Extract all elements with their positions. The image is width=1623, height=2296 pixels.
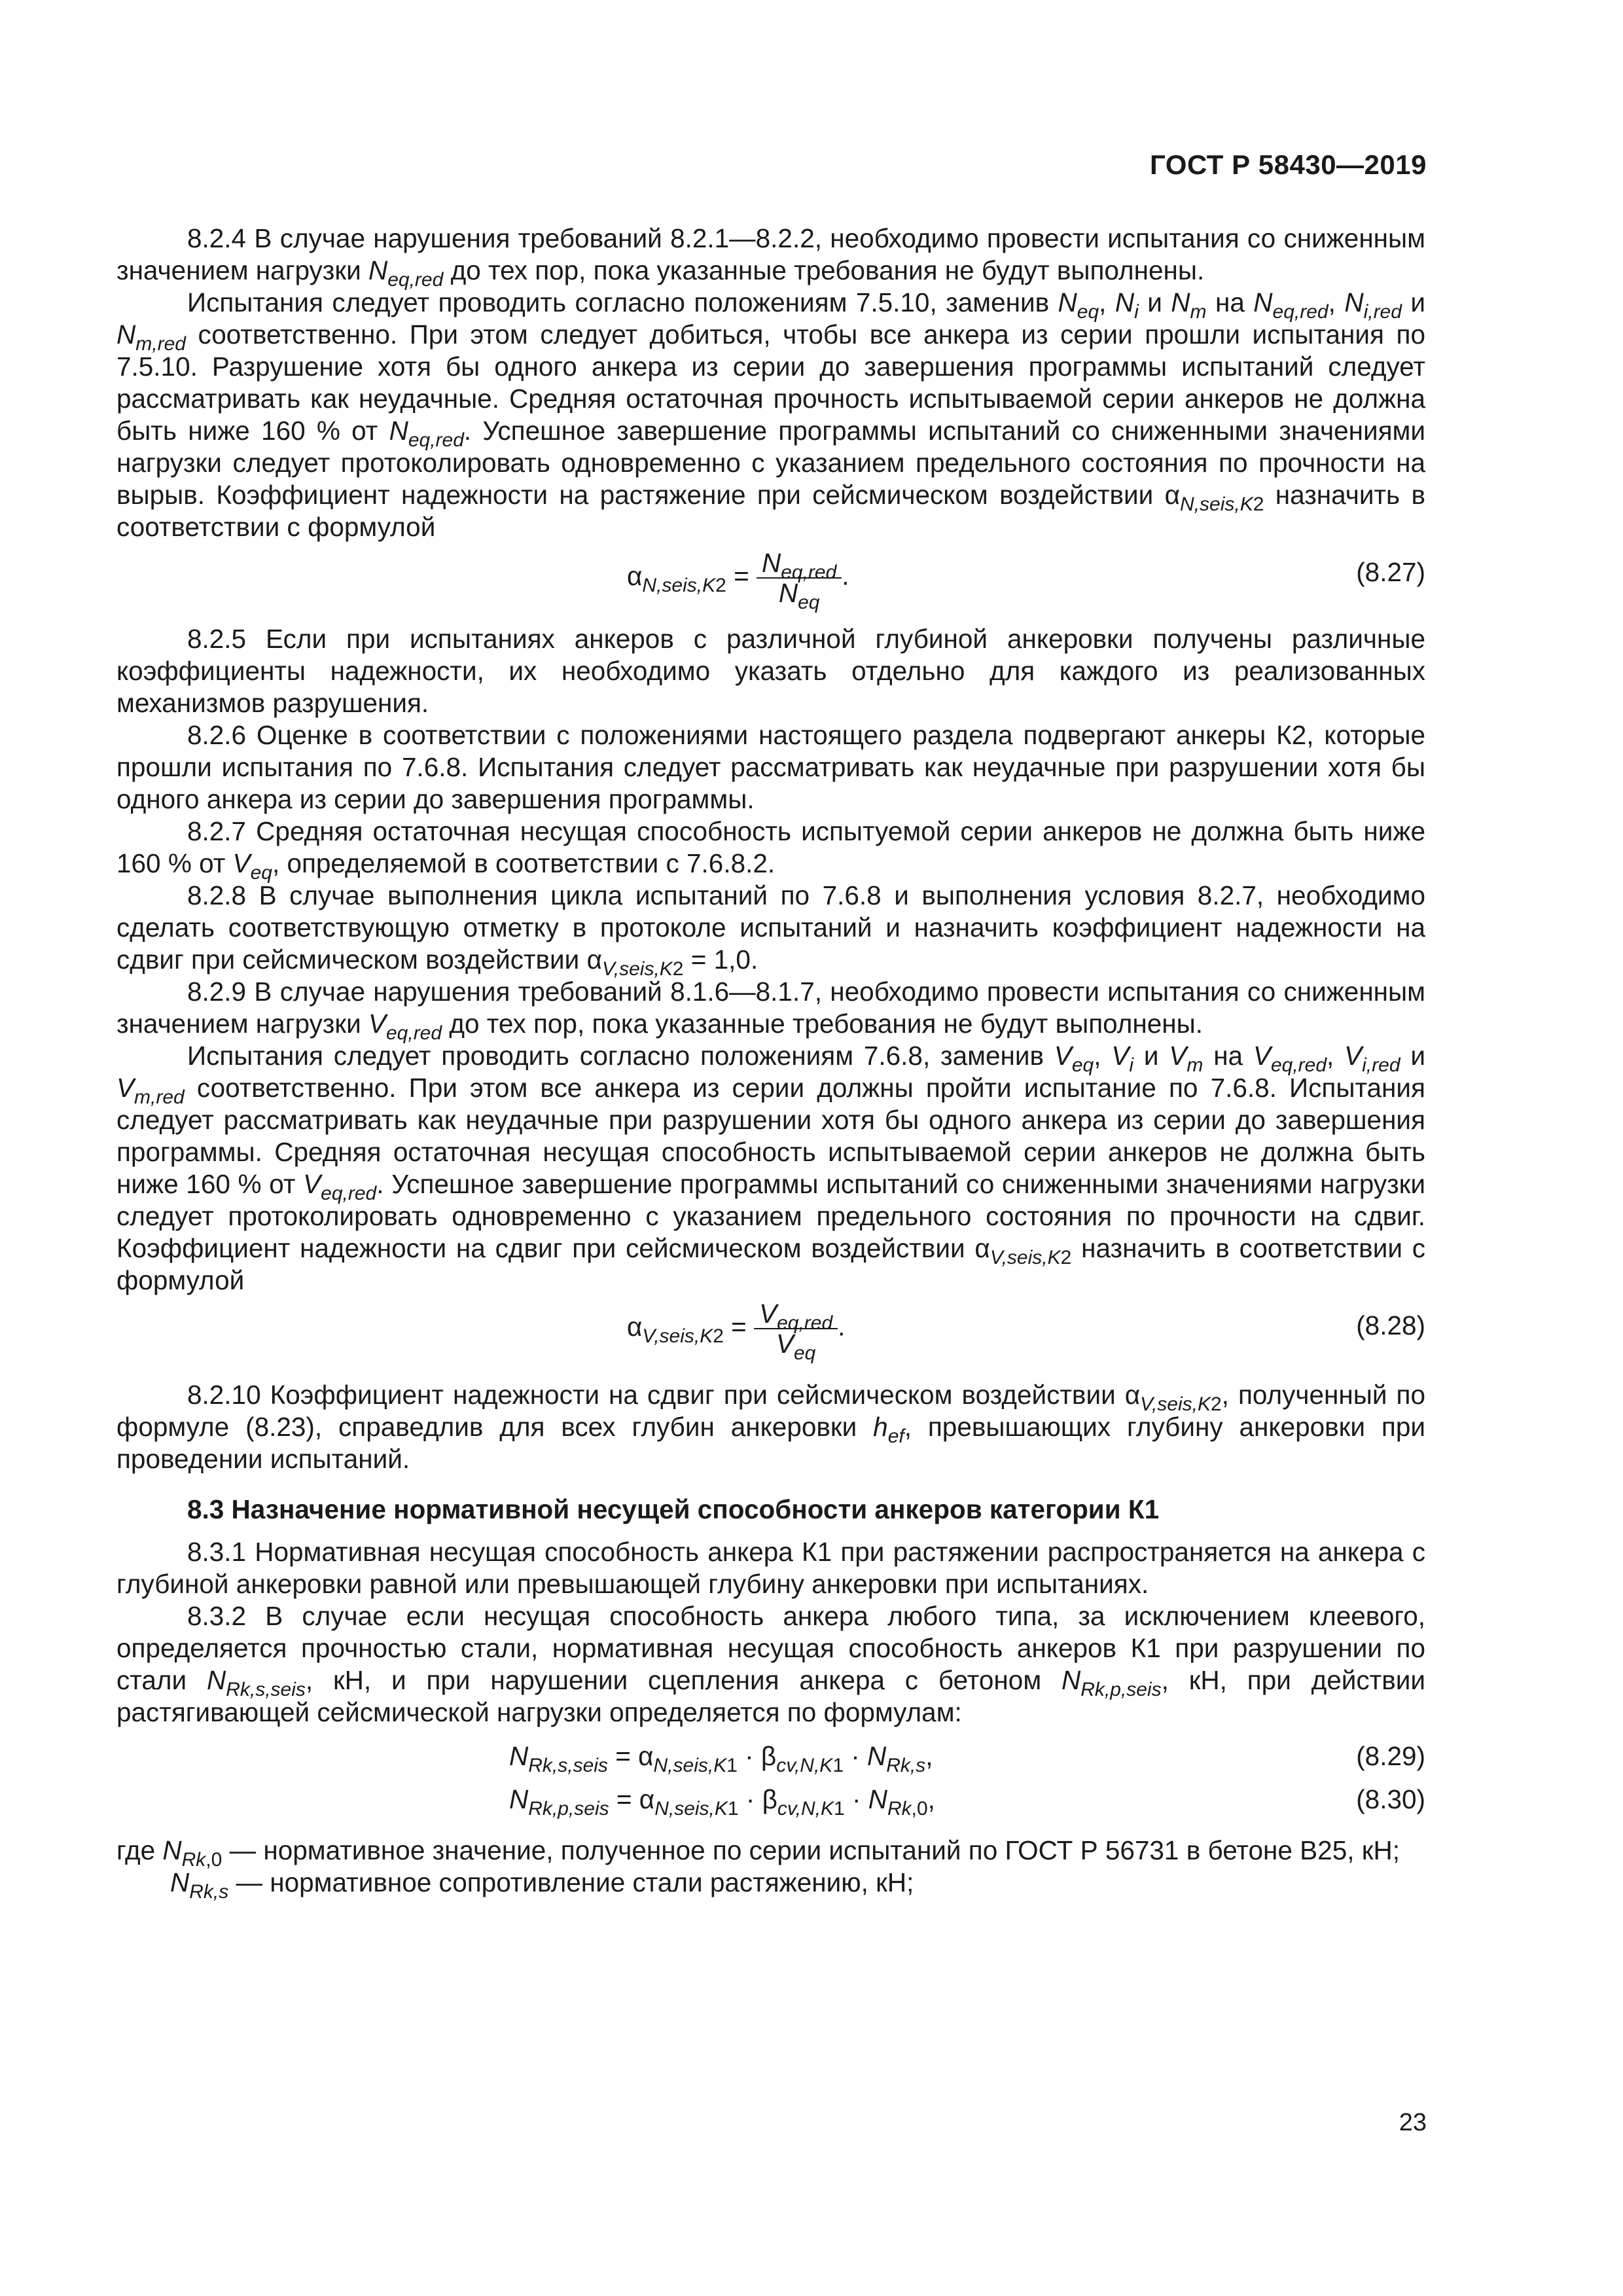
para-8-2-9: 8.2.9 В случае нарушения требований 8.1.6—8.1.7, необходимо провести испытания со сниженным значением нагрузки $V_{eq,red}$ до тех пор, пока указанные требования не будут выполнены. (116, 977, 1425, 1044)
formula-8-27: $\alpha_{N,seis,K2}$ = $\frac{N_{eq,red}}{N_{eq}}$ . (8.27) (627, 548, 1425, 613)
para-tests-2: Испытания следует проводить согласно положениям 7.6.8, заменив $V_{eq}$, $V_i$ и $V_m$ на $V_{eq,red}$, $V_{i,red}$ и $V_{m,red}$ соответственно. При этом все анкера из серии должны пройти испытание по 7.6.8. Испытания следует рассматривать как неудачные при разрушении хотя бы одного анкера из серии до завершения программы. Средняя остаточная несущая способность испытываемой серии анкеров не должна быть ниже 160 % от $V_{eq,red}$. Успешное завершение программы испытаний со сниженными значениями нагрузки следует протоколировать одновременно с указанием предельного состояния по прочности на сдвиг. Коэффициент надежности на сдвиг при сейсмическом воздействии $\alpha_{V,seis,K2}$ назначить в соответствии с формулой (116, 1041, 1425, 1295)
equation-number: (8.29) (1356, 1741, 1425, 1771)
para-8-2-4: 8.2.4 В случае нарушения требований 8.2.1—8.2.2, необходимо провести испытания со сниженным значением нагрузки $N_{eq,red}$ до тех пор, пока указанные требования не будут выполнены. (116, 223, 1425, 291)
definition-nrks: $N_{Rk,s}$ — нормативное сопротивление стали растяжению, кН; (170, 1867, 914, 1903)
para-8-2-8: 8.2.8 В случае выполнения цикла испытаний по 7.6.8 и выполнения условия 8.2.7, необходимо сделать соответствующую отметку в протоколе испытаний и назначить коэффициент надежности на сдвиг при сейсмическом воздействии $\alpha_{V,seis,K2} = 1,0$. (116, 880, 1425, 980)
page-body (116, 223, 1425, 1903)
equation-number: (8.30) (1356, 1784, 1425, 1814)
formula-8-29: $N_{Rk,s,seis} = \alpha_{N,seis,K1} \cdot \beta_{cv,N,K1} \cdot N_{Rk,s}$, (8.29) (509, 1741, 1425, 1776)
para-8-2-5: 8.2.5 Если при испытаниях анкеров с различной глубиной анкеровки получены различные коэффициенты надежности, их необходимо указать отдельно для каждого из реализованных механизмов разрушения. (116, 624, 1425, 718)
para-tests-1: Испытания следует проводить согласно положениям 7.5.10, заменив $N_{eq}$, $N_i$ и $N_m$ на $N_{eq,red}$, $N_{i,red}$ и $N_{m,red}$ соответственно. При этом следует добиться, чтобы все анкера из серии прошли испытания по 7.5.10. Разрушение хотя бы одного анкера из серии до завершения программы испытаний следует рассматривать как неудачные. Средняя остаточная прочность испытываемой серии анкеров не должна быть ниже 160 % от $N_{eq,red}$. Успешное завершение программы испытаний со сниженными значениями нагрузки следует протоколировать одновременно с указанием предельного состояния по прочности на вырыв. Коэффициент надежности на растяжение при сейсмическом воздействии $\alpha_{N,seis,K2}$ назначить в соответствии с формулой (116, 287, 1425, 542)
definition-nrk0: где $N_{Rk,0}$ — нормативное значение, полученное по серии испытаний по ГОСТ Р 56731 в бетоне В25, кН; (116, 1835, 1400, 1871)
para-8-2-10: 8.2.10 Коэффициент надежности на сдвиг при сейсмическом воздействии $\alpha_{V,seis,K2}$, полученный по формуле (8.23), справедлив для всех глубин анкеровки $h_{ef}$, превышающих глубину анкеровки при проведении испытаний. (116, 1380, 1425, 1474)
section-heading-8-3: 8.3 Назначение нормативной несущей способности анкеров категории К1 (187, 1494, 1160, 1524)
page-number: 23 (1399, 2109, 1427, 2136)
standard-header: ГОСТ Р 58430—2019 (1150, 149, 1427, 180)
para-8-2-6: 8.2.6 Оценке в соответствии с положениями настоящего раздела подвергают анкеры К2, которые прошли испытания по 7.6.8. Испытания следует рассматривать как неудачные при разрушении хотя бы одного анкера из серии до завершения программы. (116, 720, 1425, 814)
equation-number: (8.27) (1356, 557, 1425, 587)
para-8-3-2: 8.3.2 В случае если несущая способность анкера любого типа, за исключением клеевого, определяется прочностью стали, нормативная несущая способность анкеров К1 при разрушении по стали $N_{Rk,s,seis}$, кН, и при нарушении сцепления анкера с бетоном $N_{Rk,p,seis}$, кН, при действии растягивающей сейсмической нагрузки определяется по формулам: (116, 1601, 1425, 1727)
formula-8-30: $N_{Rk,p,seis} = \alpha_{N,seis,K1} \cdot \beta_{cv,N,K1} \cdot N_{Rk,0}$, (8.30) (509, 1784, 1425, 1820)
para-8-2-7: 8.2.7 Средняя остаточная несущая способность испытуемой серии анкеров не должна быть ниже 160 % от $V_{eq}$, определяемой в соответствии с 7.6.8.2. (116, 816, 1425, 884)
equation-number: (8.28) (1356, 1310, 1425, 1340)
para-8-3-1: 8.3.1 Нормативная несущая способность анкера К1 при растяжении распространяется на анкера с глубиной анкеровки равной или превышающей глубину анкеровки при испытаниях. (116, 1537, 1425, 1599)
formula-8-28: $\alpha_{V,seis,K2}$ = $\frac{V_{eq,red}}{V_{eq}}$ . (8.28) (627, 1299, 1425, 1364)
